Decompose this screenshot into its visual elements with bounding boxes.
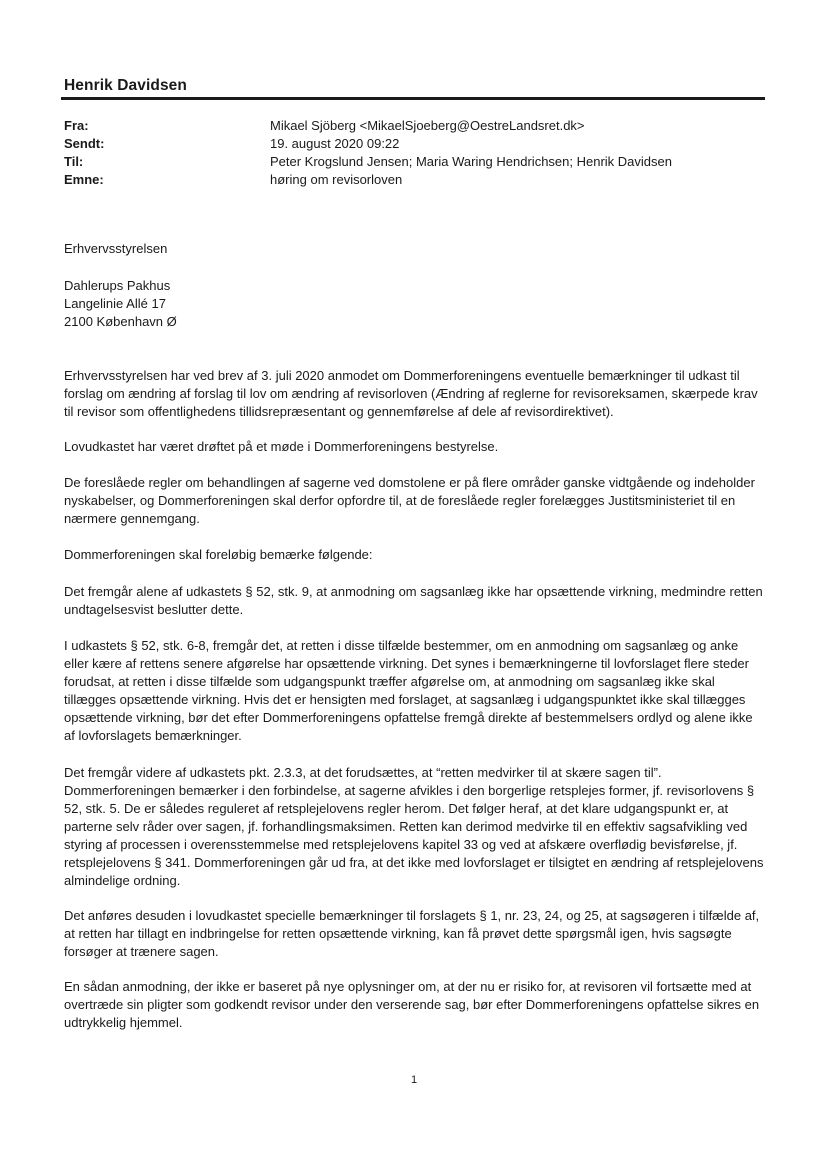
body-paragraph: Det anføres desuden i lovudkastet specielle bemærkninger til forslagets § 1, nr. 23, 24, og 25, at sagsøgeren i tilfælde af, at retten har tillagt en indbringelse for retten opsættende virkning, kan få prøvet dette spørgsmål igen, hvis sagsøgte forsøger at trænere sagen.: [64, 908, 760, 959]
sent-value: 19. august 2020 09:22: [270, 136, 400, 151]
body-paragraph: De foreslåede regler om behandlingen af sagerne ved domstolene er på flere områder ganske vidtgående og indeholder nyskabelser, og Dommerforeningen skal derfor opfordre til, at de foreslåede regler forelægges Justitsministeriet til en nærmere gennemgang.: [64, 475, 755, 526]
body-paragraph: I udkastets § 52, stk. 6-8, fremgår det, at retten i disse tilfælde bestemmer, om en anmodning om sagsanlæg og anke eller kære af rettens senere afgørelse har opsættende virkning. Det synes i bemærkningerne til lovforslaget flere steder forudsat, at retten i disse tilfælde som udgangspunkt træffer afgørelse om, at anmodning om sagsanlæg ikke skal tillægges opsættende virkning. Hvis det er hensigten med forslaget, at sagsanlæg i udgangspunktet ikke skal tillægges opsættende virkning, bør det efter Dommerforeningens opfattelse fremgå direkte af bestemmelsers ordlyd og alene ikke af lovforslagets bemærkninger.: [64, 638, 753, 743]
page-number: 1: [410, 1074, 418, 1086]
subject-value: høring om revisorloven: [270, 172, 403, 187]
body-paragraph: Det fremgår alene af udkastets § 52, stk. 9, at anmodning om sagsanlæg ikke har opsættende virkning, medmindre retten undtagelsesvist beslutter dette.: [64, 584, 763, 617]
from-label: Fra:: [64, 118, 89, 133]
body-paragraph: Dommerforeningen skal foreløbig bemærke følgende:: [64, 547, 373, 562]
subject-label: Emne:: [64, 172, 104, 187]
body-paragraph: Lovudkastet har været drøftet på et møde i Dommerforeningens bestyrelse.: [64, 439, 499, 454]
from-value: Mikael Sjöberg <MikaelSjoeberg@OestreLandsret.dk>: [270, 118, 585, 133]
body-paragraph: Det fremgår videre af udkastets pkt. 2.3.3, at det forudsættes, at “retten medvirker til at skære sagen til”. Dommerforeningen bemærker i den forbindelse, at sagerne afvikles i den borgerlige retsplejes former, jf. revisorlovens § 52, stk. 5. De er således reguleret af retsplejelovens regler herom. Det følger heraf, at det klare udgangspunkt er, at parterne selv råder over sagen, jf. forhandlingsmaksimen. Retten kan derimod medvirke til en effektiv sagsafvikling ved styring af processen i overensstemmelse med retsplejelovens kapitel 33 og ved at afskære overflødig bevisførelse, jf. retsplejelovens § 341. Dommerforeningen går ud fra, at det ikke med lovforslaget er tilsigtet en ændring af retsplejelovens almindelige ordning.: [64, 765, 764, 888]
sent-label: Sendt:: [64, 136, 105, 151]
recipient-name: Erhvervsstyrelsen: [64, 241, 168, 256]
body-paragraph: Erhvervsstyrelsen har ved brev af 3. juli 2020 anmodet om Dommerforeningens eventuelle bemærkninger til udkast til forslag om ændring af forslag til lov om ændring af revisorloven (Ændring af reglerne for revisoreksamen, skærpede krav til revisor som offentlighedens tillidsrepræsentant og gennemførelse af dele af revisordirektivet).: [64, 368, 758, 419]
to-value: Peter Krogslund Jensen; Maria Waring Hendrichsen; Henrik Davidsen: [270, 154, 672, 169]
to-label: Til:: [64, 154, 84, 169]
body-paragraph: En sådan anmodning, der ikke er baseret på nye oplysninger om, at der nu er risiko for, at revisoren vil fortsætte med at overtræde sin pligter som godkendt revisor under den verserende sag, bør efter Dommerforeningens opfattelse sikres en udtrykkelig hjemmel.: [64, 979, 760, 1030]
email-sender-title: Henrik Davidsen: [64, 77, 187, 94]
recipient-address-line-3: 2100 København Ø: [64, 314, 177, 329]
recipient-address-line-1: Dahlerups Pakhus: [64, 278, 171, 293]
recipient-address-line-2: Langelinie Allé 17: [64, 296, 166, 311]
title-divider: [61, 97, 765, 100]
